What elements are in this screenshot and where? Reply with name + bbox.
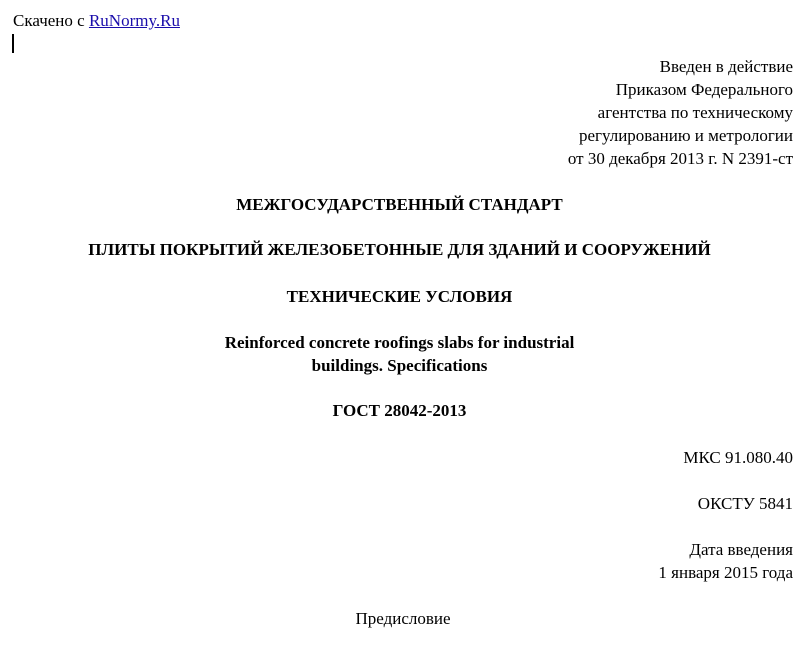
- subtitle-heading: ТЕХНИЧЕСКИЕ УСЛОВИЯ: [286, 287, 513, 306]
- runormy-link[interactable]: RuNormy.Ru: [88, 11, 180, 30]
- english-title: [0, 331, 799, 377]
- english-title-line: Reinforced concrete roofings slabs for industrial: [224, 333, 575, 352]
- intro-date-value: 1 января 2015 года: [658, 563, 793, 582]
- standard-type-heading: МЕЖГОСУДАРСТВЕННЫЙ СТАНДАРТ: [236, 195, 563, 214]
- product-title-heading: ПЛИТЫ ПОКРЫТИЙ ЖЕЛЕЗОБЕТОННЫЕ ДЛЯ ЗДАНИЙ И СООРУЖЕНИЙ: [88, 240, 711, 259]
- gost-number: ГОСТ 28042-2013: [332, 401, 467, 420]
- intro-date-label: Дата введения: [689, 540, 793, 559]
- text-cursor: [12, 34, 14, 53]
- english-title-line: buildings. Specifications: [311, 356, 488, 375]
- intro-date-block: [658, 538, 793, 584]
- preface-heading: Предисловие: [355, 609, 451, 628]
- approval-block: [568, 55, 793, 170]
- okstu-code: ОКСТУ 5841: [697, 494, 793, 513]
- approval-line: агентства по техническому: [597, 103, 793, 122]
- source-prefix: Скачено с: [13, 11, 85, 30]
- approval-line: Введен в действие: [659, 57, 793, 76]
- mks-code: МКС 91.080.40: [683, 448, 793, 467]
- approval-line: Приказом Федерального: [615, 80, 793, 99]
- approval-line: регулированию и метрологии: [578, 126, 793, 145]
- approval-line: от 30 декабря 2013 г. N 2391-ст: [567, 149, 793, 168]
- source-line: [13, 9, 180, 32]
